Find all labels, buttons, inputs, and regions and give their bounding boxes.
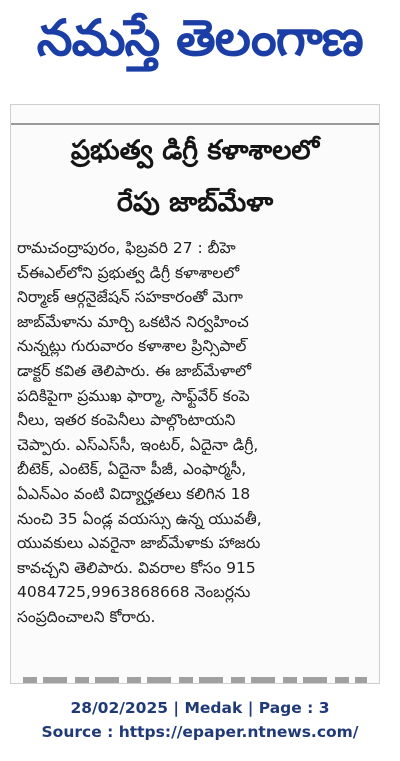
article-body <box>17 236 373 630</box>
news-clipping <box>10 104 380 684</box>
headline-line-1: ప్రభుత్వ డిగ్రీ కళాశాలలో <box>70 135 320 166</box>
body-line: పదికిపైగా ప్రముఖ ఫార్మా, సాఫ్ట్‌వేర్ కంపె <box>17 386 250 405</box>
body-line: ఏఎన్ఎం వంటి విద్యార్హతలు కలిగిన 18 <box>17 484 251 503</box>
masthead <box>0 0 400 88</box>
body-line: నిర్మాణ్ ఆర్గనైజేషన్ సహకారంతో మెగా <box>17 288 243 307</box>
body-line: యువకులు ఎవరైనా జాబ్‌మేళాకు హాజరు <box>17 534 261 553</box>
footer-date-edition: 28/02/2025 | Medak | Page : 3 <box>70 699 330 717</box>
body-line: జాబ్‌మేళాను మార్చి ఒకటిన నిర్వహించ <box>17 312 249 331</box>
body-line: నుంచి 35 ఏండ్ల వయస్సు ఉన్న యువతీ, <box>17 509 262 528</box>
top-rule <box>11 123 379 125</box>
body-line: నున్నట్లు గురువారం కళాశాల ప్రిన్సిపాల్ <box>17 337 247 356</box>
body-line: డాక్టర్ కవిత తెలిపారు. ఈ జాబ్‌మేళాలో <box>17 361 252 380</box>
body-line: సంప్రదించాలని కోరారు. <box>17 607 156 626</box>
body-line: చ్ఈఎల్‌లోని ప్రభుత్వ డిగ్రీ కళాశాలలో <box>17 263 240 282</box>
body-line: 4084725,9963868668 నెంబర్లను <box>17 583 251 602</box>
body-line: చెప్పారు. ఎస్ఎస్‌సీ, ఇంటర్, ఏదైనా డిగ్రీ, <box>17 435 259 454</box>
newspaper-logo-title: నమస్తే తెలంగాణ <box>37 8 363 67</box>
body-line: రామచంద్రాపురం, ఫిబ్రవరి 27 : బీహె <box>17 239 236 257</box>
footer-source-link[interactable]: Source : https://epaper.ntnews.com/ <box>41 723 359 741</box>
body-line: కావచ్చని తెలిపారు. వివరాల కోసం 915 <box>17 558 256 577</box>
headline-line-2: రేపు జాబ్‌మేళా <box>116 187 274 218</box>
body-line: నీలు, ఇతర కంపెనీలు పాల్గొంటాయని <box>17 411 236 430</box>
clipping-cut-edge <box>23 677 367 683</box>
body-line: బీటెక్, ఎంటెక్, ఏదైనా పీజీ, ఎంఫార్మసీ, <box>17 460 247 479</box>
